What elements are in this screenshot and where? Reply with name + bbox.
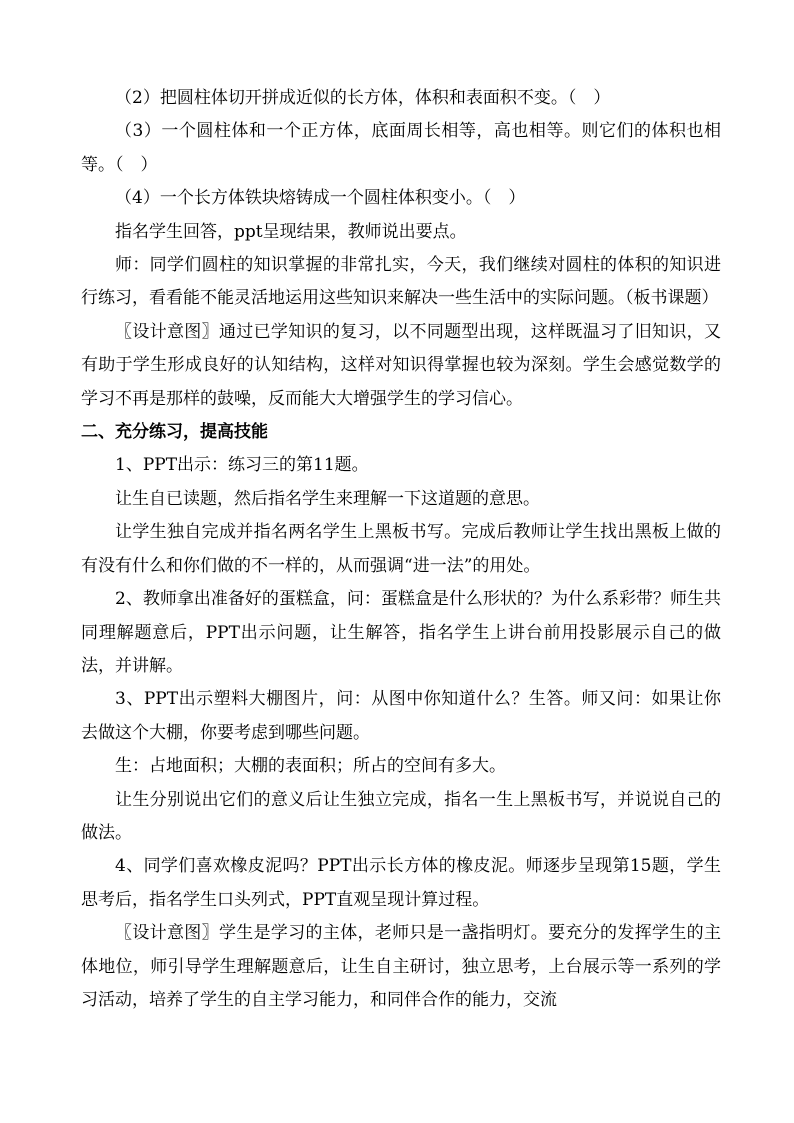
exercise-1-read: 让生自已读题，然后指名学生来理解一下这道题的意思。 [115, 488, 540, 509]
design-intent-1: 〖设计意图〗通过已学知识的复习，以不同题型出现，这样既温习了旧知识，又有助于学生形成良好的认知结构，这样对知识得掌握也较为深刻。学生会感觉数学的学习不再是那样的鼓噪，反而能大大增强学生的学习信心。 [81, 321, 721, 409]
section-heading: 二、充分练习，提高技能 [81, 422, 268, 443]
teacher-speech: 师：同学们圆柱的知识掌握的非常扎实，今天，我们继续对圆柱的体积的知识进行练习，看看能不能灵活地运用这些知识来解决一些生活中的实际问题。（板书课题） [81, 255, 721, 309]
exercise-3-followup: 让生分别说出它们的意义后让生独立完成，指名一生上黑板书写，并说说自己的做法。 [81, 789, 721, 843]
document-page [81, 82, 721, 1017]
exercise-2: 2、教师拿出准备好的蛋糕盒，问：蛋糕盒是什么形状的？为什么系彩带？师生共同理解题意后，PPT出示问题，让生解答，指名学生上讲台前用投影展示自己的做法，并讲解。 [81, 589, 721, 676]
item-2-question: （2）把圆柱体切开拼成近似的长方体，体积和表面积不变。（ ） [115, 88, 611, 108]
item-3-question: （3）一个圆柱体和一个正方体，底面周长相等，高也相等。则它们的体积也相等。（ ） [81, 121, 721, 175]
design-intent-2: 〖设计意图〗学生是学习的主体，老师只是一盏指明灯。要充分的发挥学生的主体地位，师引导学生理解题意后，让生自主研讨，独立思考，上台展示等一系列的学习活动，培养了学生的自主学习能力，和同伴合作的能力，交流 [81, 923, 721, 1010]
item-4-question: （4）一个长方体铁块熔铸成一个圆柱体积变小。（ ） [115, 188, 526, 209]
exercise-3: 3、PPT出示塑料大棚图片，问：从图中你知道什么？生答。师又问：如果让你去做这个大棚，你要考虑到哪些问题。 [81, 689, 721, 743]
exercise-1-board: 让学生独自完成并指名两名学生上黑板书写。完成后教师让学生找出黑板上做的有没有什么和你们做的不一样的，从而强调“进一法”的用处。 [81, 522, 721, 576]
answer-instruction: 指名学生回答，ppt呈现结果，教师说出要点。 [115, 221, 467, 242]
student-answer: 生：占地面积；大棚的表面积；所占的空间有多大。 [115, 756, 506, 777]
exercise-4: 4、同学们喜欢橡皮泥吗？PPT出示长方体的橡皮泥。师逐步呈现第15题，学生思考后，指名学生口头列式，PPT直观呈现计算过程。 [81, 856, 721, 910]
exercise-1: 1、PPT出示：练习三的第11题。 [115, 455, 369, 476]
